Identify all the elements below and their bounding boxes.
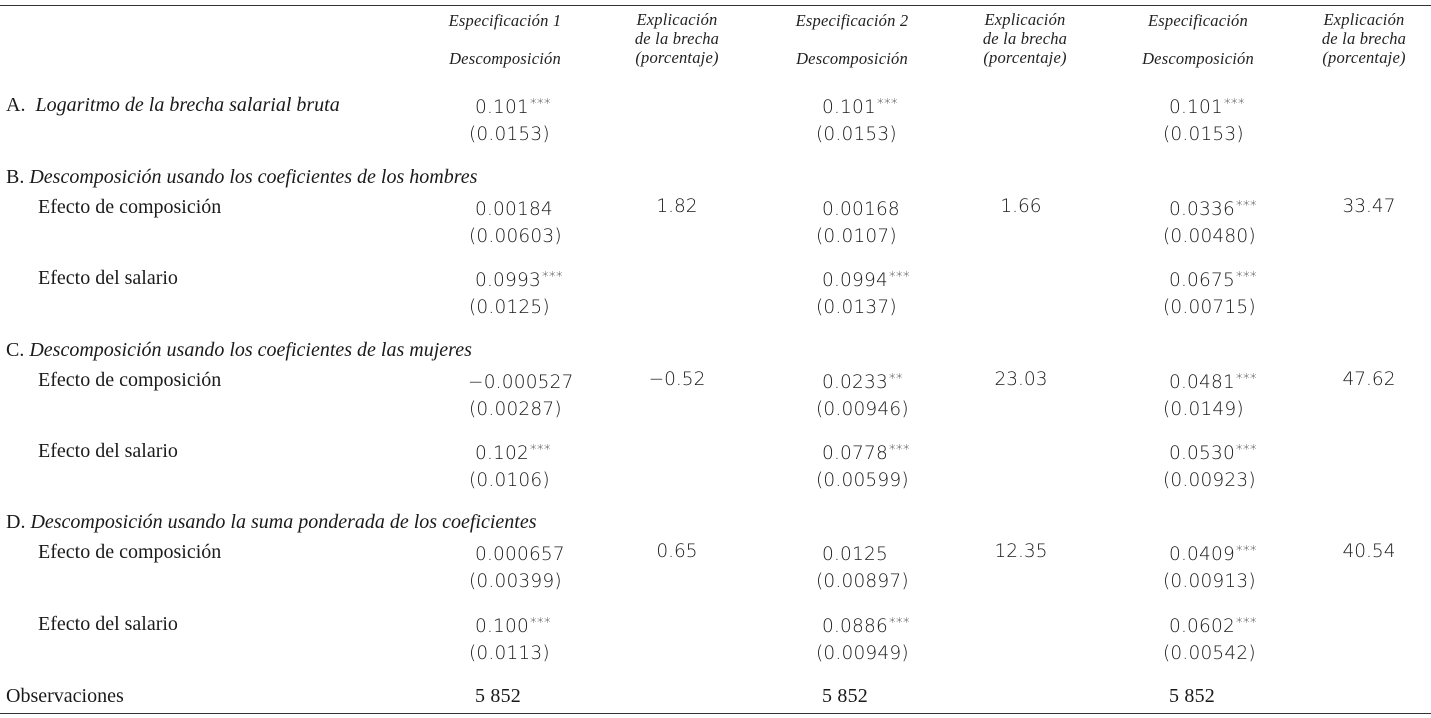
- section-a-heading: Logaritmo de la brecha salarial bruta: [35, 94, 340, 116]
- section-c-heading: Descomposición usando los coeficientes de las mujeres: [29, 339, 472, 361]
- d-comp-spec2-coef: 0.0125: [822, 544, 888, 565]
- d-wage-spec1-se: (0.0113): [469, 643, 550, 664]
- c-wage-spec2-se: (0.00599): [816, 470, 909, 491]
- section-b-heading: Descomposición usando los coeficientes de los hombres: [29, 166, 478, 188]
- c-comp-spec1-se: (0.00287): [469, 399, 562, 420]
- c-comp-spec3-se: (0.0149): [1163, 399, 1244, 420]
- b-wage-label: Efecto del salario: [38, 267, 178, 289]
- header-spec3: [1114, 10, 1282, 70]
- b-wage-spec3-se: (0.00715): [1163, 297, 1256, 318]
- header-spec1: [420, 10, 590, 70]
- header-expl2-line2: de la brecha: [982, 29, 1068, 48]
- header-spec2-title: Especificación 2: [795, 11, 909, 30]
- c-comp-expl3: 47.62: [1342, 369, 1396, 390]
- d-comp-expl2: 12.35: [994, 541, 1048, 562]
- header-spec2: [768, 10, 936, 70]
- section-d-heading: Descomposición usando la suma ponderada de los coeficientes: [30, 511, 537, 533]
- d-wage-spec2-coef: 0.0886***: [822, 616, 910, 637]
- d-comp-spec3-coef: 0.0409***: [1169, 544, 1257, 565]
- b-wage-spec1-coef: 0.0993***: [475, 270, 563, 291]
- b-comp-expl3: 33.47: [1342, 196, 1396, 217]
- d-comp-expl1: 0.65: [656, 541, 698, 562]
- b-wage-spec1-se: (0.0125): [469, 297, 550, 318]
- header-spec3-sub: Descomposición: [1142, 49, 1254, 68]
- d-comp-spec2-se: (0.00897): [816, 571, 909, 592]
- top-rule: [0, 5, 1431, 6]
- observations-spec3: 5 852: [1169, 685, 1215, 707]
- section-d-letter: D.: [6, 511, 26, 533]
- section-b-letter: B.: [6, 166, 25, 188]
- b-comp-spec1-se: (0.00603): [469, 226, 562, 247]
- d-wage-spec3-se: (0.00542): [1163, 643, 1256, 664]
- d-wage-spec2-se: (0.00949): [816, 643, 909, 664]
- header-expl1-line1: Explicación: [636, 10, 718, 29]
- header-expl3: [1300, 10, 1428, 67]
- bottom-rule: [0, 713, 1431, 714]
- d-comp-spec1-coef: 0.000657: [475, 544, 565, 565]
- b-comp-expl2: 1.66: [1000, 196, 1042, 217]
- section-d-title: [6, 510, 537, 534]
- c-comp-spec1-coef: −0.000527: [468, 372, 574, 393]
- c-wage-spec1-se: (0.0106): [469, 470, 550, 491]
- b-comp-spec3-coef: 0.0336***: [1169, 199, 1257, 220]
- header-expl2-line3: (porcentaje): [983, 48, 1067, 67]
- header-spec1-title: Especificación 1: [448, 11, 562, 30]
- d-wage-label: Efecto del salario: [38, 613, 178, 635]
- a-spec3-coef: 0.101***: [1169, 97, 1245, 118]
- c-wage-spec3-coef: 0.0530***: [1169, 443, 1257, 464]
- observations-spec2: 5 852: [822, 685, 868, 707]
- c-comp-spec3-coef: 0.0481***: [1169, 372, 1257, 393]
- b-composition-label: Efecto de composición: [38, 196, 222, 218]
- c-wage-spec2-coef: 0.0778***: [822, 443, 910, 464]
- d-comp-expl3: 40.54: [1342, 541, 1396, 562]
- a-spec2-coef: 0.101***: [822, 97, 898, 118]
- a-spec1-coef: 0.101***: [475, 97, 551, 118]
- b-wage-spec2-se: (0.0137): [816, 297, 897, 318]
- header-expl3-line1: Explicación: [1323, 10, 1405, 29]
- c-wage-spec1-coef: 0.102***: [475, 443, 551, 464]
- a-spec1-se: (0.0153): [469, 124, 550, 145]
- observations-spec1: 5 852: [475, 685, 521, 707]
- b-comp-spec1-coef: 0.00184: [475, 199, 553, 220]
- section-a-letter: A.: [6, 94, 26, 116]
- c-comp-expl2: 23.03: [994, 369, 1048, 390]
- b-comp-expl1: 1.82: [656, 196, 698, 217]
- header-spec3-title: Especificación: [1148, 11, 1248, 30]
- header-expl1: [606, 10, 748, 67]
- header-expl3-line3: (porcentaje): [1322, 48, 1406, 67]
- a-spec2-se: (0.0153): [816, 124, 897, 145]
- header-expl1-line2: de la brecha: [634, 29, 720, 48]
- b-comp-spec3-se: (0.00480): [1163, 226, 1256, 247]
- d-wage-spec3-coef: 0.0602***: [1169, 616, 1257, 637]
- c-wage-label: Efecto del salario: [38, 440, 178, 462]
- header-expl3-line2: de la brecha: [1321, 29, 1407, 48]
- observations-label: Observaciones: [6, 685, 124, 707]
- a-spec3-se: (0.0153): [1163, 124, 1244, 145]
- b-wage-spec3-coef: 0.0675***: [1169, 270, 1257, 291]
- d-composition-label: Efecto de composición: [38, 541, 222, 563]
- header-expl2-line1: Explicación: [984, 10, 1066, 29]
- section-a-title: [6, 93, 340, 117]
- section-c-title: [6, 338, 472, 362]
- b-comp-spec2-coef: 0.00168: [822, 199, 900, 220]
- header-spec1-sub: Descomposición: [449, 49, 561, 68]
- d-wage-spec1-coef: 0.100***: [475, 616, 551, 637]
- header-spec2-sub: Descomposición: [796, 49, 908, 68]
- b-wage-spec2-coef: 0.0994***: [822, 270, 910, 291]
- header-expl1-line3: (porcentaje): [635, 48, 719, 67]
- d-comp-spec1-se: (0.00399): [469, 571, 562, 592]
- section-c-letter: C.: [6, 339, 25, 361]
- b-comp-spec2-se: (0.0107): [816, 226, 897, 247]
- header-expl2: [954, 10, 1096, 67]
- c-wage-spec3-se: (0.00923): [1163, 470, 1256, 491]
- d-comp-spec3-se: (0.00913): [1163, 571, 1256, 592]
- c-comp-spec2-se: (0.00946): [816, 399, 909, 420]
- c-composition-label: Efecto de composición: [38, 369, 222, 391]
- c-comp-expl1: −0.52: [648, 369, 706, 390]
- c-comp-spec2-coef: 0.0233**: [822, 372, 903, 393]
- section-b-title: [6, 165, 477, 189]
